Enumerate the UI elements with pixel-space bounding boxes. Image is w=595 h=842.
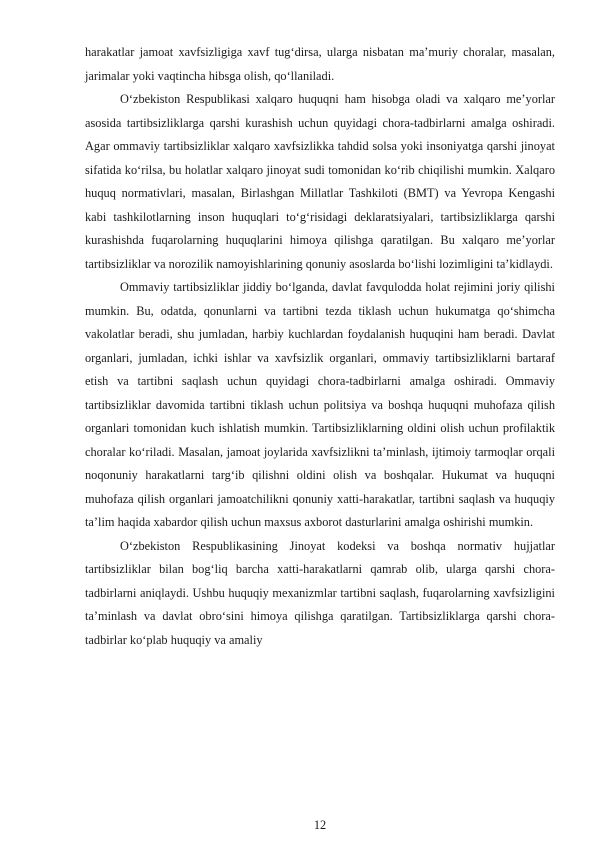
paragraph-criminal-code: O‘zbekiston Respublikasining Jinoyat kodeksi va boshqa normativ hujjatlar tartibsizliklar bilan bog‘liq barcha xatti-harakatlarni qamrab olib, ularga qarshi chora-tadbirlarni aniqlaydi. Ushbu huquqiy mexanizmlar tartibni saqlash, fuqarolarning xavfsizligini ta’minlash va davlat obro‘sini himoya qilishga qaratilgan. Tartibsizliklarga qarshi chora-tadbirlar ko‘plab huquqiy va amaliy <box>85 538 555 647</box>
body-text <box>85 41 555 652</box>
page-number: 12 <box>313 818 327 832</box>
paragraph-international-law: O‘zbekiston Respublikasi xalqaro huquqni ham hisobga oladi va xalqaro me’yorlar asosida tartibsizliklarga qarshi kurashish uchun quyidagi chora-tadbirlarni amalga oshiradi. Agar ommaviy tartibsizliklar xalqaro xavfsizlikka tahdid solsa yoki insoniyatga qarshi jinoyat sifatida ko‘rilsa, bu holatlar xalqaro jinoyat sudi tomonidan ko‘rib chiqilishi mumkin. Xalqaro huquq normativlari, masalan, Birlashgan Millatlar Tashkiloti (BMT) va Yevropa Kengashi kabi tashkilotlarning inson huquqlari to‘g‘risidagi deklaratsiyalari, tartibsizliklarga qarshi kurashishda fuqarolarning huquqlarini himoya qilishga qaratilgan. Bu xalqaro me’yorlar tartibsizliklar va norozilik namoyishlarining qonuniy asoslarda bo‘lishi lozimligini ta’kidlaydi. <box>85 92 555 271</box>
paragraph-continuation: harakatlar jamoat xavfsizligiga xavf tug‘dirsa, ularga nisbatan ma’muriy choralar, masalan, jarimalar yoki vaqtincha hibsga olish, qo‘llaniladi. <box>85 45 555 83</box>
paragraph-state-of-emergency: Ommaviy tartibsizliklar jiddiy bo‘lganda, davlat favqulodda holat rejimini joriy qilishi mumkin. Bu, odatda, qonunlarni va tartibni tezda tiklash uchun hukumatga qo‘shimcha vakolatlar beradi, shu jumladan, harbiy kuchlardan foydalanish huquqini ham beradi. Davlat organlari, jumladan, ichki ishlar va xavfsizlik organlari, ommaviy tartibsizliklarni bartaraf etish va tartibni saqlash uchun quyidagi chora-tadbirlarni amalga oshiradi. Ommaviy tartibsizliklar davomida tartibni tiklash uchun politsiya va boshqa huquqni muhofaza qilish organlari tomonidan kuch ishlatish mumkin. Tartibsizliklarning oldini olish uchun profilaktik choralar ko‘riladi. Masalan, jamoat joylarida xavfsizlikni ta’minlash, ijtimoiy tarmoqlar orqali noqonuniy harakatlarni targ‘ib qilishni oldini olish va boshqalar. Hukumat va huquqni muhofaza qilish organlari jamoatchilikni qonuniy xatti-harakatlar, tartibni saqlash va huquqiy ta’lim haqida xabardor qilish uchun maxsus axborot dasturlarini amalga oshirishi mumkin. <box>85 280 555 529</box>
